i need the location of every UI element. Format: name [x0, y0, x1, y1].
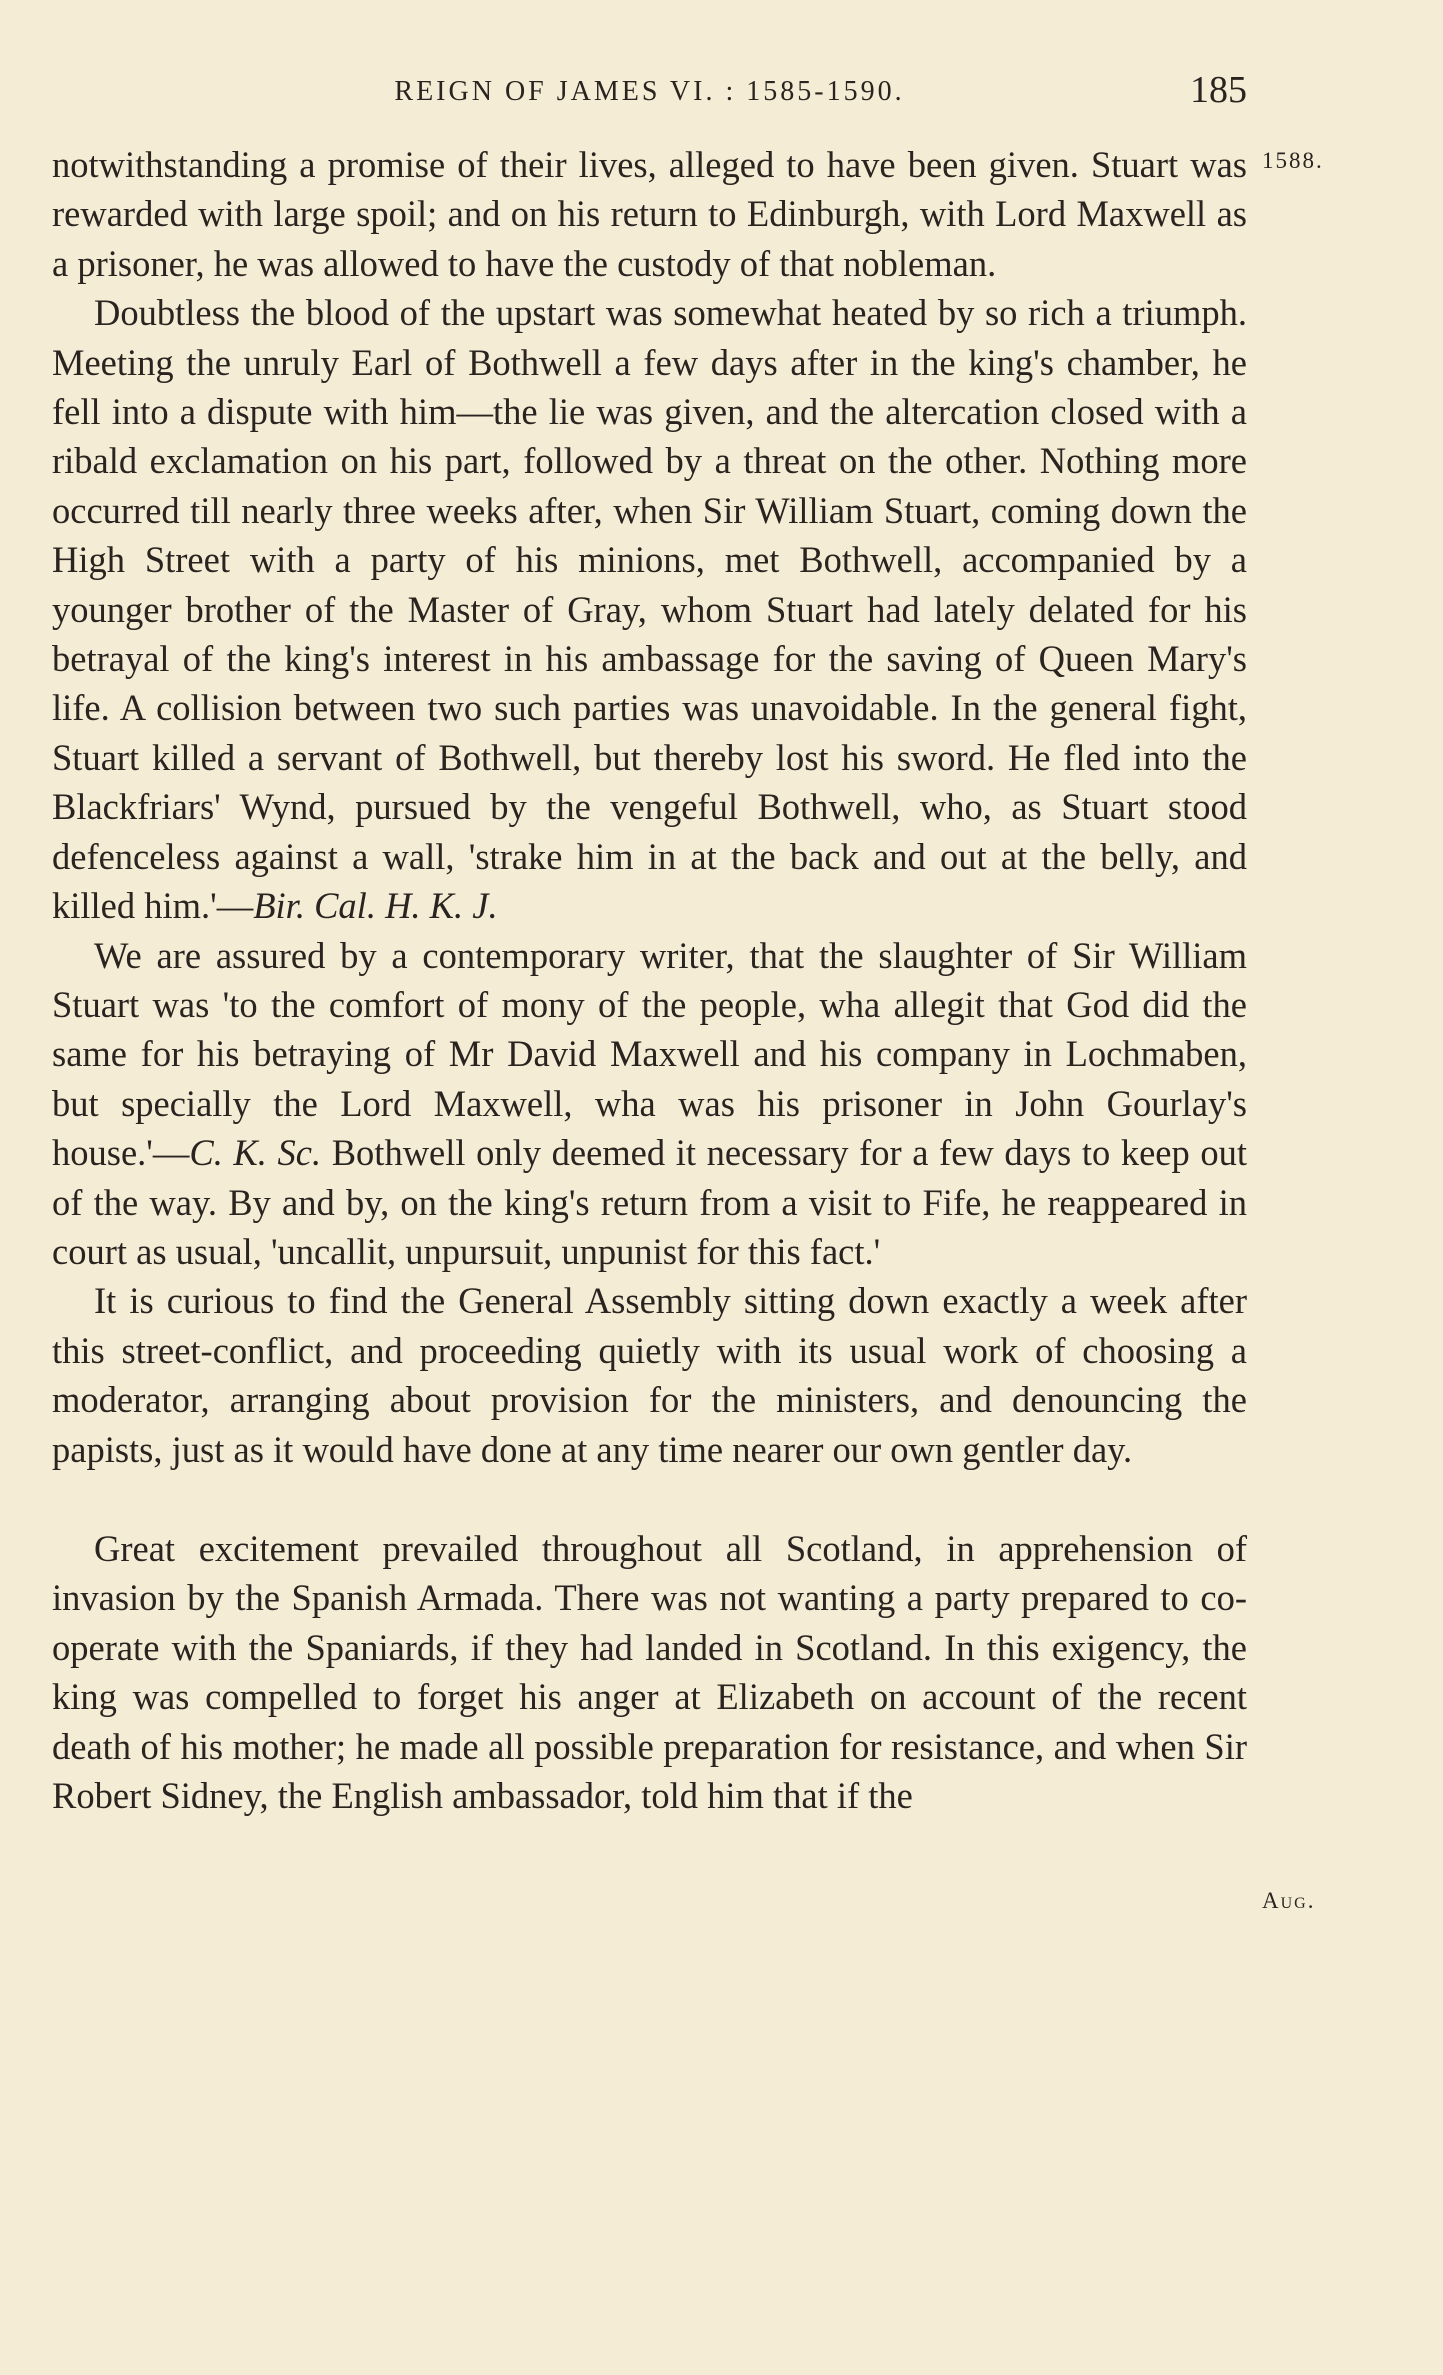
page-number: 185 — [1190, 69, 1247, 111]
paragraph-3 — [52, 931, 1247, 1277]
paragraph-2-text: Doubtless the blood of the upstart was somewhat heated by so rich a triumph. Meeting the unruly Earl of Bothwell a few days after in the king's chamber, he fell into a dispute with him—the lie was given, and the altercation closed with a ribald exclamation on his part, followed by a threat on the other. Nothing more occurred till nearly three weeks after, when Sir William Stuart, coming down the High Street with a party of his minions, met Bothwell, accompanied by a younger brother of the Master of Gray, whom Stuart had lately delated for his betrayal of the king's interest in his ambassage for the saving of Queen Mary's life. A collision between two such parties was unavoidable. In the general fight, Stuart killed a servant of Bothwell, but thereby lost his sword. He fled into the Blackfriars' Wynd, pursued by the vengeful Bothwell, who, as Stuart stood defenceless against a wall, 'strake him in at the back and out at the belly, and killed him.'— — [52, 292, 1247, 927]
paragraph-3-text: We are assured by a contemporary writer, that the slaughter of Sir William Stuart was 'to the comfort of mony of the people, wha allegit that God did the same for his betraying of Mr David Maxwell and his company in Lochmaben, but specially the Lord Maxwell, wha was his prisoner in John Gourlay's house.'— — [52, 934, 1247, 1174]
paragraph-4: It is curious to find the General Assembly sitting down exactly a week after this street-conflict, and proceeding quietly with its usual work of choosing a moderator, arranging about provision for the ministers, and denouncing the papists, just as it would have done at any time nearer our own gentler day. — [52, 1280, 1247, 1470]
citation-bir-cal: Bir. Cal. H. K. J. — [253, 885, 498, 927]
margin-note-year: 1588. — [1262, 148, 1324, 173]
running-head-title: REIGN OF JAMES VI. : 1585-1590. — [394, 76, 905, 107]
paragraph-5: Great excitement prevailed throughout all Scotland, in apprehension of invasion by the Spanish Armada. There was not wanting a party prepared to co-operate with the Spaniards, if they had landed in Scotland. In this exigency, the king was compelled to forget his anger at Elizabeth on account of the recent death of his mother; he made all possible preparation for resistance, and when Sir Robert Sidney, the English ambassador, told him that if the — [52, 1527, 1247, 1816]
running-header — [52, 68, 1247, 118]
paragraph-1: notwithstanding a promise of their lives, alleged to have been given. Stuart was rewarded with large spoil; and on his return to Edinburgh, with Lord Maxwell as a prisoner, he was allowed to have the custody of that nobleman. — [52, 144, 1247, 284]
body-text — [52, 140, 1247, 1820]
paragraph-3-continuation: Bothwell only deemed it necessary for a few days to keep out of the way. By and by, on the king's return from a visit to Fife, he reappeared in court as usual, 'uncallit, unpursuit, unpunist for this fact.' — [52, 1132, 1248, 1272]
citation-c-k-sc: C. K. Sc. — [189, 1132, 322, 1174]
paragraph-2 — [52, 288, 1247, 930]
margin-note-month: Aug. — [1262, 1888, 1316, 1913]
